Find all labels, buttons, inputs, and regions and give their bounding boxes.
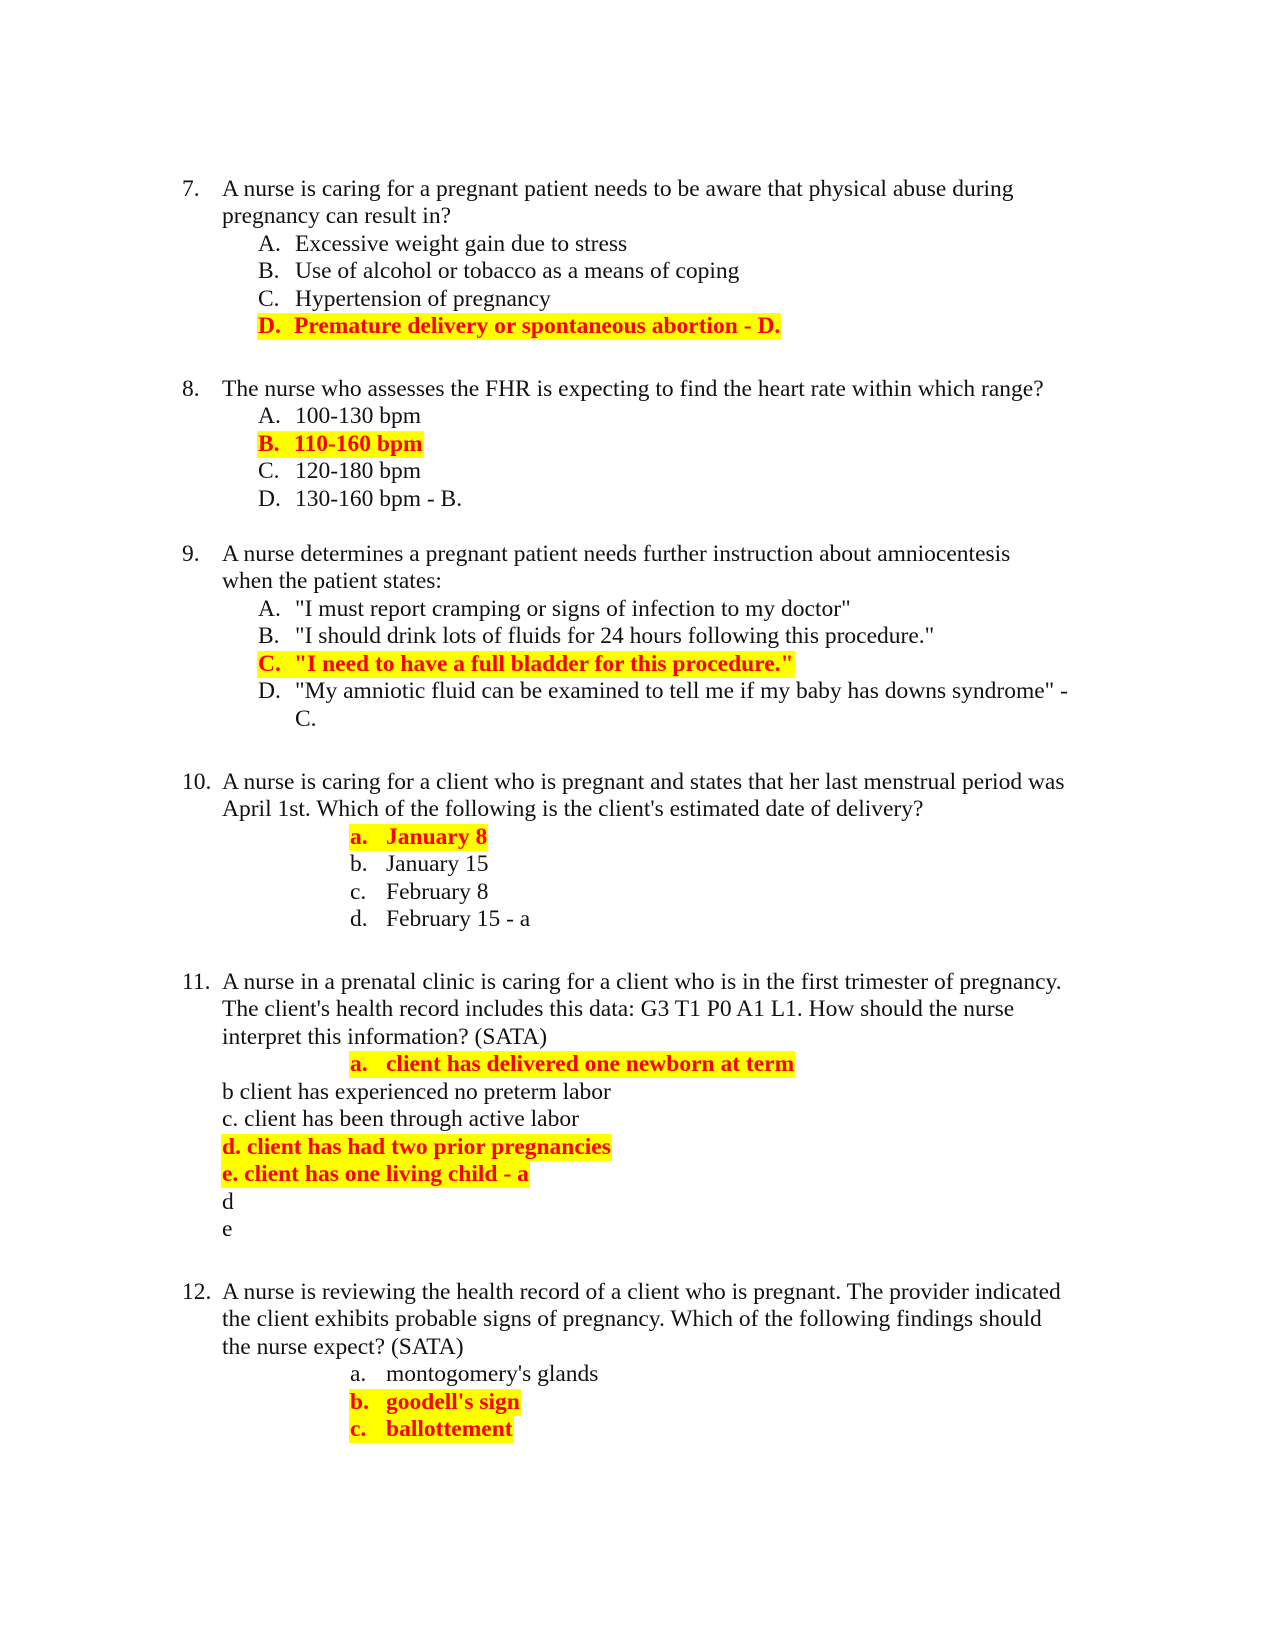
option-text: "I must report cramping or signs of infection to my doctor": [295, 596, 851, 622]
question-number: 10.: [182, 769, 212, 795]
option-marker: C.: [258, 458, 280, 484]
option-text: Hypertension of pregnancy: [295, 286, 551, 312]
option-marker: B.: [258, 258, 280, 284]
question-number: 7.: [182, 176, 200, 202]
highlighted-answer: [349, 1389, 521, 1416]
question-number: 12.: [182, 1279, 212, 1305]
option-text: "I should drink lots of fluids for 24 hours following this procedure.": [295, 623, 935, 649]
option-marker: b.: [350, 851, 368, 877]
answer-key-line: d: [222, 1189, 234, 1215]
option-text: "My amniotic fluid can be examined to tell me if my baby has downs syndrome" -: [295, 678, 1068, 704]
question-stem-line: the client exhibits probable signs of pregnancy. Which of the following findings should: [222, 1306, 1042, 1332]
question-stem-line: the nurse expect? (SATA): [222, 1334, 464, 1360]
option-marker: A.: [258, 403, 281, 429]
question-stem-line: The nurse who assesses the FHR is expecting to find the heart rate within which range?: [222, 376, 1044, 402]
question-stem-line: pregnancy can result in?: [222, 203, 452, 229]
question-number: 9.: [182, 541, 200, 567]
answer-key-line: e: [222, 1216, 233, 1242]
option-marker: b.: [350, 1389, 369, 1415]
option-text: February 15 - a: [386, 906, 531, 932]
highlighted-answer: [349, 1051, 795, 1078]
option-line: c. client has been through active labor: [222, 1106, 579, 1132]
option-marker: a.: [350, 1051, 368, 1077]
highlighted-answer: [349, 824, 488, 851]
option-continuation: C.: [295, 706, 317, 732]
option-marker: D.: [258, 313, 281, 339]
question-number: 8.: [182, 376, 200, 402]
question-number: 11.: [182, 969, 211, 995]
option-marker: D.: [258, 486, 281, 512]
option-text: 110-160 bpm: [294, 431, 423, 457]
option-marker: a.: [350, 1361, 367, 1387]
option-marker: a.: [350, 824, 368, 850]
option-text: 130-160 bpm - B.: [295, 486, 463, 512]
highlighted-answer: [257, 313, 781, 340]
option-text: Use of alcohol or tobacco as a means of coping: [295, 258, 740, 284]
option-marker: B.: [258, 431, 280, 457]
question-stem-line: A nurse in a prenatal clinic is caring for a client who is in the first trimester of pregnancy.: [222, 969, 1062, 995]
highlighted-answer: [349, 1416, 514, 1443]
option-text: 100-130 bpm: [295, 403, 421, 429]
option-text: January 15: [386, 851, 489, 877]
option-text: 120-180 bpm: [295, 458, 421, 484]
question-stem-line: A nurse is caring for a client who is pregnant and states that her last menstrual period was: [222, 769, 1065, 795]
option-text: "I need to have a full bladder for this procedure.": [294, 651, 794, 677]
option-marker: c.: [350, 879, 367, 905]
option-text: montogomery's glands: [386, 1361, 599, 1387]
option-marker: D.: [258, 678, 281, 704]
option-text: February 8: [386, 879, 489, 905]
question-stem-line: A nurse is reviewing the health record of a client who is pregnant. The provider indicated: [222, 1279, 1061, 1305]
option-text: Excessive weight gain due to stress: [295, 231, 628, 257]
option-marker: c.: [350, 1416, 367, 1442]
highlighted-answer: [257, 431, 424, 458]
question-stem-line: April 1st. Which of the following is the client's estimated date of delivery?: [222, 796, 924, 822]
option-text: ballottement: [386, 1416, 513, 1442]
option-marker: C.: [258, 286, 280, 312]
option-text: client has delivered one newborn at term: [386, 1051, 795, 1077]
option-text: January 8: [386, 824, 488, 850]
highlighted-answer: e. client has one living child - a: [222, 1161, 529, 1187]
option-marker: B.: [258, 623, 280, 649]
option-marker: d.: [350, 906, 368, 932]
question-stem-line: A nurse is caring for a pregnant patient needs to be aware that physical abuse during: [222, 176, 1014, 202]
question-stem-line: when the patient states:: [222, 568, 442, 594]
question-stem-line: interpret this information? (SATA): [222, 1024, 548, 1050]
highlighted-answer: [257, 651, 795, 678]
option-marker: C.: [258, 651, 281, 677]
option-marker: A.: [258, 596, 281, 622]
question-stem-line: The client's health record includes this data: G3 T1 P0 A1 L1. How should the nurse: [222, 996, 1015, 1022]
question-stem-line: A nurse determines a pregnant patient needs further instruction about amniocentesis: [222, 541, 1011, 567]
option-text: goodell's sign: [386, 1389, 520, 1415]
option-text: Premature delivery or spontaneous abortion - D.: [294, 313, 781, 339]
highlighted-answer: d. client has had two prior pregnancies: [222, 1134, 611, 1160]
option-marker: A.: [258, 231, 281, 257]
option-line: b client has experienced no preterm labor: [222, 1079, 611, 1105]
